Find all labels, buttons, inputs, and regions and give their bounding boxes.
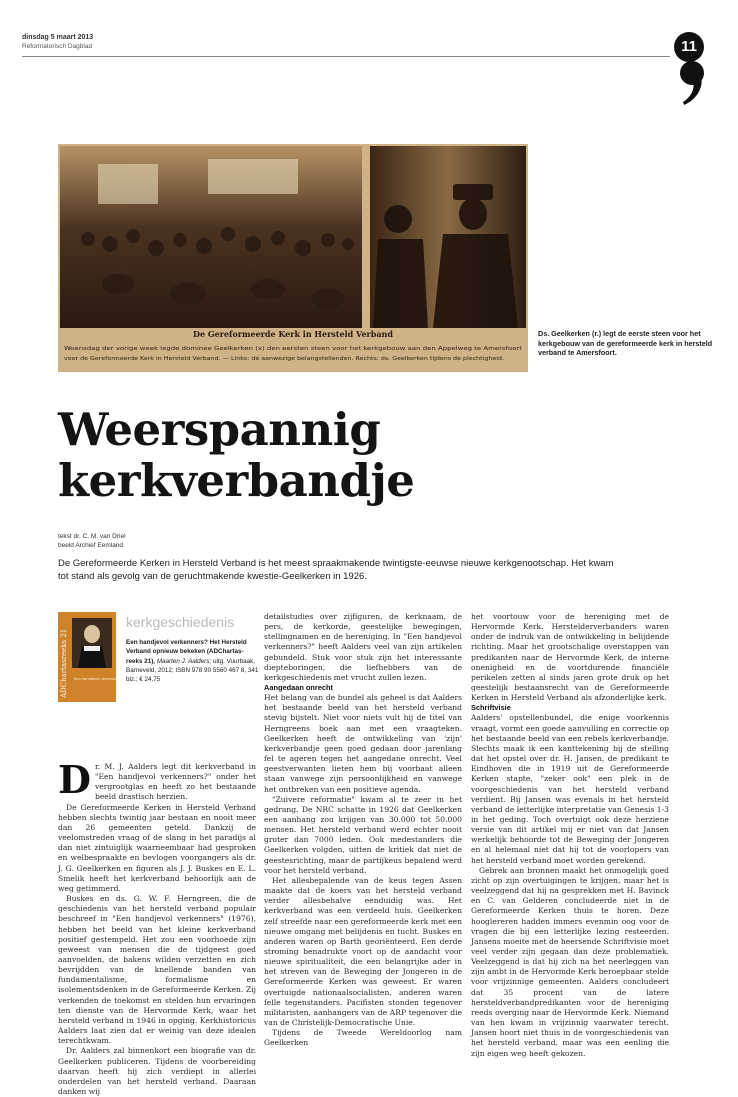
paragraph: r. M. J. Aalders legt dit kerkverband in "Een handjevol verkenners?" onder het vergrootglas en heeft zo het bestaande beeld drastisch herzien. xyxy=(94,762,256,802)
headline xyxy=(58,404,658,506)
headline-line-2: kerkverbandje xyxy=(58,454,415,507)
book-cover-title: Een handjevol verkenners? xyxy=(74,677,123,681)
paragraph: Aalders' opstellenbundel, die enige voorkennis vraagt, vormt een goede aanvulling en correctie op het bestaande beeld van een rebels kerkverbandje. Slechts maak ik een kanttekening bij de stelling dat het opstel over dr. H. Jansen, de predikant te Eindhoven die in 1919 uit de Gereformeerde Kerken stapte, "zeker ook" een plek in de voorgeschiedenis van het hersteld verband verdient. Bij Jansen was evenals in het hersteld verband de letterlijke interpretatie van Genesis 1-3 in het geding. Toch overtuigt ook deze herziene versie van dit artikel mij er niet van dat Jansen werkelijk behoorde tot de Beweging der Jongeren en al helemaal niet dat hij tot de voorlopers van het hersteld verband moet worden gerekend. xyxy=(471,713,669,865)
paragraph: Buskes en ds. G. W. F. Herngreen, die de geschiedenis van het hersteld verband populair beschreef in "Een handjevol verkenners" (1976), hebben het beeld van het kleine kerkverband positief gestempeld. Het zou een voorhoede zijn geweest van mensen die de tijdgeest goed aanvoelden, de bakens wilden verzetten en zich bevrijdden van de knellende banden van fundamentalisme, formalisme en isolementsdenken in de Gereformeerde Kerken. Zij verkenden de toekomst en stelden hun ervaringen ten dienste van de Hervormde Kerk, waar het hersteld verband in 1946 in opging. Kerkhistoricus Aalders laat zien dat er weinig van deze idealen terechtkwam. xyxy=(58,894,256,1046)
clipping-caption-line-1: Woensdag der vorige week legde dominee Geelkerken (x) den eersten steen voor het kerkgebouw aan den Appelweg te Amersfoort xyxy=(64,346,522,352)
paragraph: Het allesbepalende van de keus tegen Assen maakte dat de koers van het hersteld verband verder allesbehalve eenduidig was. Het kerkverband was een verdeeld huis. Geelkerken zelf streefde naar een gereformeerde kerk met een nieuwe omgang met belijdenis en tucht. Buskes en anderen waren op Barth georiënteerd. Een derde stroming benadrukte voort op de aandacht voor nieuwe spiritualiteit, die een belangrijke ader in het streven van de Beweging der Jongeren in de Gereformeerde Kerken was geweest. Er waren overtuigde nationaalsocialisten, anderen waren felle tegenstanders. Pacifisten stonden tegenover militaristen, aanhangers van de ARP tegenover die van de Christelijk-Democratische Unie. xyxy=(264,875,462,1028)
comma-logo-icon xyxy=(678,60,708,106)
book-cover-art xyxy=(58,612,123,702)
book-title: Een handjevol verkenners? Het Hersteld Verband opnieuw bekeken (ADChartas-reeks 21), xyxy=(126,639,247,665)
book-author: Maarten J. Aalders; xyxy=(156,657,212,665)
section-label: kerkgeschiedenis xyxy=(126,614,235,630)
sepia-photo-illustration xyxy=(58,144,528,372)
byline-text: tekst dr. C. M. van Driel xyxy=(58,533,126,540)
subheading: Schriftvisie xyxy=(471,703,511,713)
paragraph: detailstudies over zijfiguren, de kerknaam, de pers, de kerkorde, geestelijke bewegingen, stellingnamen en de hereniging. In "Een handjevol verkenners?" heeft Aalders veel van zijn artikelen gebundeld. Stuk voor stuk zijn het interessante diepteboringen, die liefhebbers van de kerkgeschiedenis met vrucht zullen lezen. xyxy=(264,612,462,682)
paragraph: De Gereformeerde Kerken in Hersteld Verband hebben slechts twintig jaar bestaan en nooit meer dan 26 gemeenten geteld. Dankzij de veelomstreden vraag of de slang in het paradijs al dan niet zintuiglijk waarneembaar had gesproken en welbespraakte en bevlogen voorgangers als dr. J. G. Geelkerken en figuren als J. J. Buskes en E. L. Smelik heeft het kerkverband behoorlijk aan de weg getimmerd. xyxy=(58,802,256,893)
headline-line-1: Weerspannig xyxy=(58,403,381,456)
page-number-badge: 11 xyxy=(674,32,704,62)
lede-paragraph: De Gereformeerde Kerken in Hersteld Verband is het meest spraakmakende twintigste-eeuwse nieuwe kerkgenootschap. Het kwam tot stand als gevolg van de geruchtmakende kwestie-Geelkerken in 1926. xyxy=(58,558,614,583)
paragraph: Dr. Aalders zal binnenkort een biografie van dr. Geelkerken publiceren. Tijdens de voorbereiding daarvan heeft hij zich verdiept in allerlei onderdelen van het hersteld verband. Daaraan danken wij xyxy=(58,1046,256,1096)
article-column-1 xyxy=(58,757,256,1097)
issue-date: dinsdag 5 maart 2013 xyxy=(22,34,94,41)
book-cover xyxy=(58,612,123,702)
book-cover-series: ADChartasreeks 21 xyxy=(60,628,68,698)
historic-photo-clipping xyxy=(58,144,528,372)
article-column-3 xyxy=(471,612,669,1059)
article-column-2 xyxy=(264,612,462,1049)
paragraph: "Zuivere reformatie" kwam al te zeer in het gedrang. De NRC schatte in 1926 dat Geelkerken een aanhang zou krijgen van 30.000 tot 50.000 mensen. Het hersteld verband werd echter nooit groter dan 7000 leden. Ook medestanders die Geelkerken volgden, uitten de kritiek dat niet de geestesrichting, maar de partijkeus bepalend werd voor het hersteld verband. xyxy=(264,794,462,875)
clipping-title: De Gereformeerde Kerk in Hersteld Verband xyxy=(193,329,393,339)
paragraph: Gebrek aan bronnen maakt het onmogelijk goed zicht op zijn overtuigingen te krijgen, maar het is veelzeggend dat hij na gesprekken met H. Bavinck en C. van Gelderen concludeerde niet in de Gereformeerde Kerken thuis te horen. Deze hooglereren hadden immers evenmin oog voor de vragen die bij een letterlijke lezing resteerden. Jansens moeite met de heersende Schriftvisie moet veel verder zijn gegaan dan deze problematiek. Veelzeggend is dat hij zich na het neerleggen van zijn ambt in de Hervormde Kerk beroepbaar stelde voor vrijzinnige gemeenten. Aalders concludeert dat 35 procent van de latere hersteldverbandpredikanten voor de hereniging reeds overging naar de Hervormde Kerk. Niemand van hen kwam in vrijzinnig vaarwater terecht. Jansen hoort niet thuis in de voorgeschiedenis van het hersteld verband, maar was een eenling die zijn eigen weg heeft gekozen. xyxy=(471,865,669,1058)
drop-cap: D xyxy=(58,757,91,802)
paragraph: het voortouw voor de hereniging met de Hervormde Kerk. Herstelderverbanders waren onder de indruk van de ontwikkeling in belijdende richting. Maar het grootschalige overstappen van predikanten naar de Hervormde Kerk, de interne onenigheid en de voortdurende financiële perikelen zetten al sinds jaren grote druk op het geestelijk bestaansrecht van de Gereformeerde Kerken in Hersteld Verband als afzonderlijke kerk. xyxy=(471,612,669,703)
book-details xyxy=(126,638,260,684)
clipping-caption-line-2: voor de Gereformeerde Kerk in Hersteld Verband. — Links: de aanwezige belangstellenden. Rechts: ds. Geelkerken tijdens de plechtigheid. xyxy=(64,356,505,362)
newspaper-name: Reformatorisch Dagblad xyxy=(22,43,93,50)
paragraph: Tijdens de Tweede Wereldoorlog nam Geelkerken xyxy=(264,1028,462,1048)
photo-caption: Ds. Geelkerken (r.) legt de eerste steen voor het kerkgebouw van de gereformeerde kerk in hersteld verband te Amersfoort. xyxy=(538,329,713,357)
book-info-box xyxy=(58,612,260,704)
paragraph: Het belang van de bundel als geheel is dat Aalders het bestaande beeld van het hersteld verband stevig bijstelt. Niet voor niets vult hij de titel van Herngreens boek aan met een vraagteken. Geelkerken heeft de ontwikkeling van 'zijn' kerkverbandje geen goed gedaan door jarenlang fel te ageren tegen het aangedane onrecht. Veel geestverwanten lieten hem bij voorbaat alleen staan vanwege zijn persoonlijkheid en vanwege het ontbreken van een positieve agenda. xyxy=(264,693,462,794)
book-publisher: uitg. Vuurbaak, Barneveld, 2012; ISBN 978 90 5560 467 8, 341 blz.; € 24,75 xyxy=(126,657,259,684)
header-rule xyxy=(22,56,670,57)
subheading: Aangedaan onrecht xyxy=(264,683,333,693)
byline xyxy=(58,532,126,550)
byline-photo: beeld Archief Eemland xyxy=(58,542,124,549)
